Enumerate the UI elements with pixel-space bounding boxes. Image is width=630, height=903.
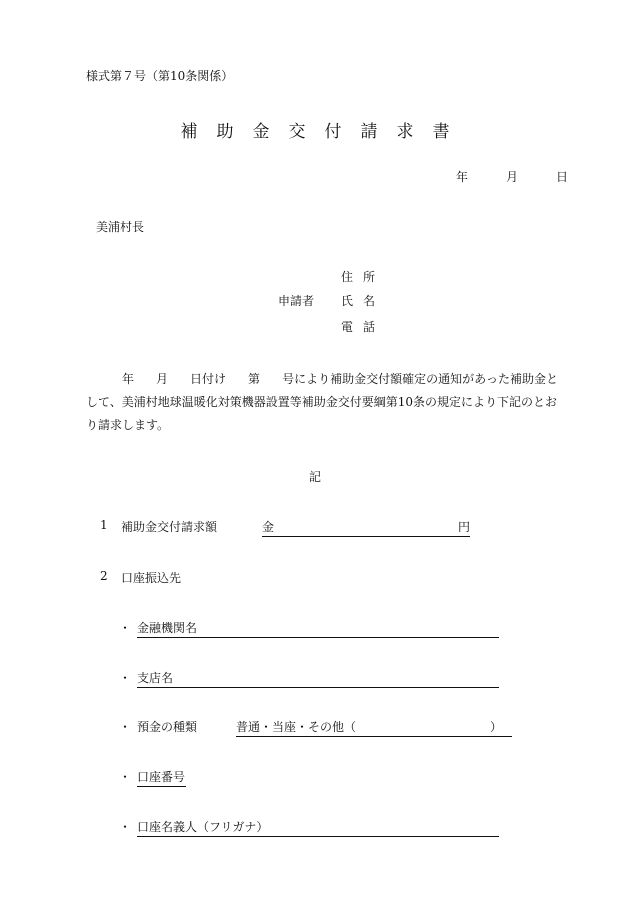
amount-field[interactable] [262, 518, 470, 537]
bank-name-label: 金融機関名 [137, 621, 198, 635]
addressee: 美浦村長 [96, 220, 145, 234]
body-dated: 日付け [190, 372, 227, 386]
bullet: ・ [119, 770, 132, 784]
body-number-prefix: 第 [248, 372, 261, 386]
bullet: ・ [119, 671, 132, 685]
date-month: 月 [506, 170, 519, 184]
body-year: 年 [122, 372, 135, 386]
request-body-text [86, 368, 566, 437]
ki-heading: 記 [308, 470, 321, 484]
item-1-label: 補助金交付請求額 [121, 520, 218, 534]
applicant-label: 申請者 [278, 294, 315, 308]
body-text: 号により補助金交付額確定の通知があった補助金として、美浦村地球温暖化対策機器設置等補助金交付要綱第10条の規定により下記のとおり請求します。 [86, 372, 558, 432]
item-2-number: 2 [100, 569, 108, 583]
deposit-options: 普通・当座・その他（ [236, 720, 357, 734]
date-block [456, 168, 568, 185]
amount-suffix: 円 [457, 520, 470, 534]
deposit-options-row [236, 718, 512, 735]
deposit-close: ） [489, 720, 502, 734]
account-number-field[interactable] [137, 768, 186, 787]
branch-label: 支店名 [137, 671, 174, 685]
item-1-number: 1 [100, 518, 108, 532]
amount-prefix: 金 [262, 520, 275, 534]
applicant-name-label: 氏名 [341, 294, 386, 308]
bank-name-field[interactable] [137, 619, 499, 638]
bullet: ・ [119, 621, 132, 635]
bullet: ・ [119, 720, 132, 734]
applicant-address-label: 住所 [341, 270, 386, 284]
account-holder-field[interactable] [137, 818, 499, 837]
applicant-phone-label: 電話 [341, 320, 386, 334]
deposit-type-field[interactable] [236, 718, 512, 737]
account-holder-label: 口座名義人（フリガナ） [137, 820, 269, 834]
branch-field[interactable] [137, 669, 499, 688]
document-title: 補助金交付請求書 [180, 122, 469, 142]
bullet: ・ [119, 820, 132, 834]
date-year: 年 [456, 170, 469, 184]
item-2-label: 口座振込先 [121, 571, 182, 585]
date-day: 日 [556, 170, 569, 184]
account-number-label: 口座番号 [137, 770, 186, 784]
body-month: 月 [156, 372, 169, 386]
form-number: 様式第７号（第10条関係） [86, 69, 234, 83]
deposit-type-label: 預金の種類 [137, 720, 198, 734]
